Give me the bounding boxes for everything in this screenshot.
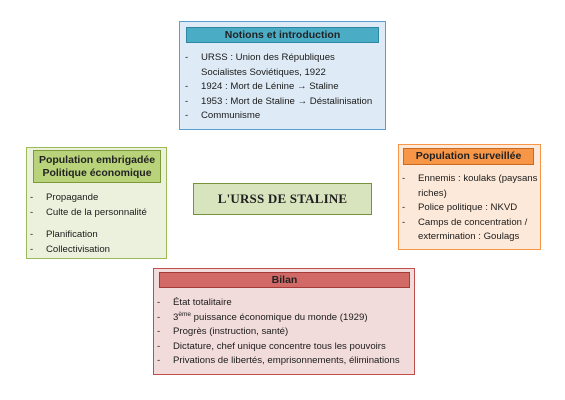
list-item: - Culte de la personnalité bbox=[28, 206, 166, 221]
population-embrigadee-title-line1: Population embrigadée bbox=[38, 154, 156, 166]
population-embrigadee-title-line2: Politique économique bbox=[42, 167, 152, 179]
population-surveillee-title: Population surveillée bbox=[403, 148, 534, 165]
list-item-text: puissance économique du monde (1929) bbox=[193, 311, 368, 323]
ordinal-number: 3 bbox=[173, 311, 179, 323]
list-item: - Collectivisation bbox=[28, 243, 166, 258]
notions-title: Notions et introduction bbox=[186, 27, 379, 43]
list-item: - Ennemis : koulaks (paysans riches) bbox=[400, 172, 540, 201]
list-item: - Police politique : NKVD bbox=[400, 201, 540, 216]
bilan-list bbox=[155, 296, 413, 369]
list-item: - 1924 : Mort de Lénine → Staline bbox=[183, 80, 383, 95]
list-item: - Dictature, chef unique concentre tous les pouvoirs bbox=[155, 340, 413, 355]
central-title: L'URSS DE STALINE bbox=[217, 191, 348, 206]
list-item: - Propagande bbox=[28, 191, 166, 206]
list-item: - Communisme bbox=[183, 109, 383, 124]
population-embrigadee-title bbox=[33, 150, 161, 183]
list-item: - Privations de libertés, emprisonnements, éliminations bbox=[155, 354, 413, 369]
list-item: - URSS : Union des Républiques Socialistes Soviétiques, 1922 bbox=[183, 51, 383, 80]
population-embrigadee-list bbox=[28, 191, 166, 257]
ordinal-suffix: ème bbox=[178, 310, 191, 318]
list-item bbox=[155, 311, 413, 326]
list-item: - Progrès (instruction, santé) bbox=[155, 325, 413, 340]
bilan-title: Bilan bbox=[159, 272, 410, 288]
list-item: - 1953 : Mort de Staline → Déstalinisation bbox=[183, 95, 383, 110]
notions-list bbox=[183, 51, 383, 124]
list-item: - Planification bbox=[28, 228, 166, 243]
list-item: - Camps de concentration / extermination : Goulags bbox=[400, 216, 540, 245]
population-surveillee-list bbox=[400, 172, 540, 245]
list-item: - État totalitaire bbox=[155, 296, 413, 311]
